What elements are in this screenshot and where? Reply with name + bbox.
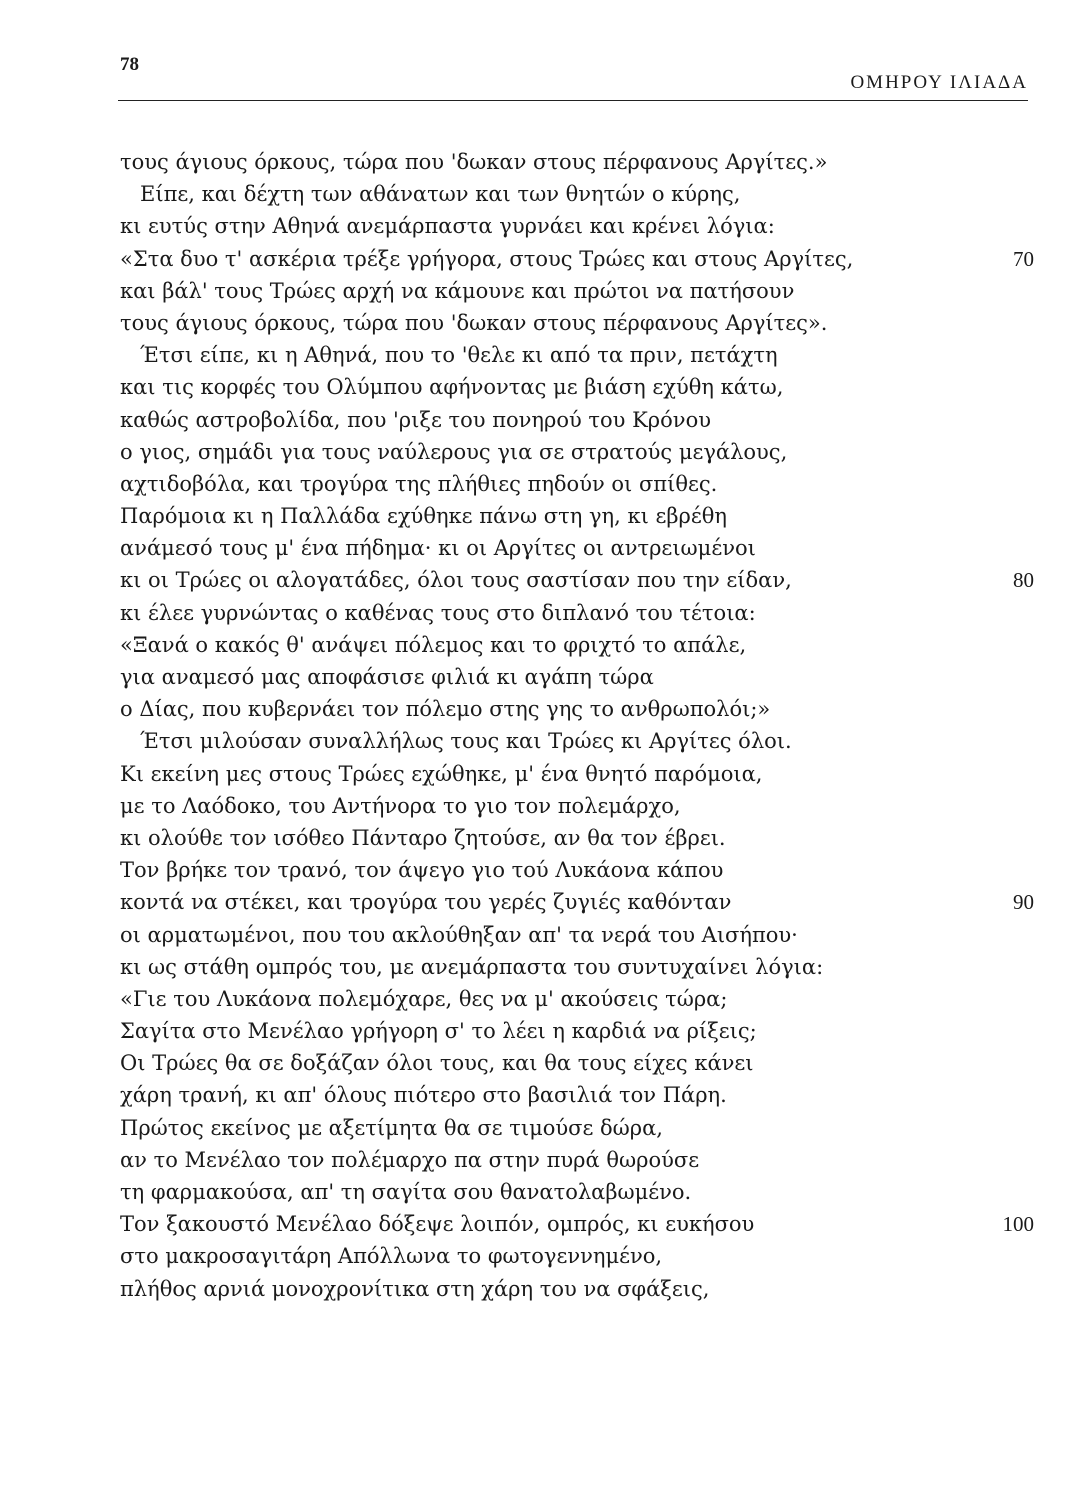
poem-line-text: Τον βρήκε τον τρανό, τον άψεγο γιο τού Λυκάονα κάπου [120, 858, 724, 883]
poem-line-text: κι ευτύς στην Αθηνά ανεμάρπαστα γυρνάει και κρένει λόγια: [120, 214, 775, 239]
poem-line [0, 1112, 1086, 1144]
poem-line [0, 307, 1086, 339]
poem-line-text: Έτσι είπε, κι η Αθηνά, που το 'θελε κι από τα πριν, πετάχτη [140, 343, 778, 368]
poem-line [0, 661, 1086, 693]
poem-line-text: κοντά να στέκει, και τρογύρα του γερές ζυγιές καθόνταν [120, 890, 732, 915]
line-number: 90 [1013, 890, 1034, 915]
poem-line [0, 1015, 1086, 1047]
poem-line-text: αχτιδοβόλα, και τρογύρα της πλήθιες πηδούν οι σπίθες. [120, 471, 718, 496]
poem-line [0, 1240, 1086, 1272]
poem-line [0, 275, 1086, 307]
poem-line-text: τους άγιους όρκους, τώρα που 'δωκαν στους πέρφανους Αργίτες». [120, 310, 828, 335]
poem-line [0, 886, 1086, 918]
poem-line [0, 1176, 1086, 1208]
header-rule [118, 100, 1028, 101]
line-number: 80 [1013, 568, 1034, 593]
poem-line-text: κι έλεε γυρνώντας ο καθένας τους στο διπλανό του τέτοια: [120, 600, 756, 625]
poem-line [0, 629, 1086, 661]
line-number: 100 [1002, 1212, 1034, 1237]
poem-line [0, 532, 1086, 564]
poem-line [0, 725, 1086, 757]
poem-line-text: «Στα δυο τ' ασκέρια τρέξε γρήγορα, στους Τρώες και στους Αργίτες, [120, 246, 854, 271]
poem-line [0, 1047, 1086, 1079]
poem-line [0, 1144, 1086, 1176]
line-number: 70 [1013, 246, 1034, 271]
poem-line [0, 468, 1086, 500]
poem-line-text: Σαγίτα στο Μενέλαο γρήγορη σ' το λέει η καρδιά να ρίξεις; [120, 1019, 757, 1044]
poem-line-text: αν το Μενέλαο τον πολέμαρχο πα στην πυρά θωρούσε [120, 1147, 700, 1172]
poem-line-text: «Ξανά ο κακός θ' ανάψει πόλεμος και το φριχτό το απάλε, [120, 632, 747, 657]
poem-line-text: τη φαρμακούσα, απ' τη σαγίτα σου θανατολαβωμένο. [120, 1180, 692, 1204]
poem-line [0, 500, 1086, 532]
page-number: 78 [120, 54, 139, 75]
poem-line-text: και βάλ' τους Τρώες αρχή να κάμουνε και πρώτοι να πατήσουν [120, 278, 795, 303]
poem-line-text: «Γιε του Λυκάονα πολεμόχαρε, θες να μ' ακούσεις τώρα; [120, 986, 728, 1011]
poem-line [0, 693, 1086, 725]
poem-line [0, 919, 1086, 951]
poem-line [0, 178, 1086, 210]
poem-line [0, 854, 1086, 886]
poem-line-text: και τις κορφές του Ολύμπου αφήνοντας με βιάση εχύθη κάτω, [120, 375, 784, 400]
poem-line [0, 1273, 1086, 1305]
poem-line [0, 210, 1086, 242]
poem-line [0, 983, 1086, 1015]
poem-line [0, 1079, 1086, 1111]
poem-line-text: ο Δίας, που κυβερνάει τον πόλεμο στης γης το ανθρωπολόι;» [120, 697, 771, 722]
poem-line-text: οι αρματωμένοι, που του ακλούθηξαν απ' τα νερά του Αισήπου· [120, 922, 798, 947]
poem-line [0, 243, 1086, 275]
poem-line-text: ανάμεσό τους μ' ένα πήδημα· κι οι Αργίτες οι αντρειωμένοι [120, 536, 756, 561]
poem-line [0, 371, 1086, 403]
running-title: ΟΜΗΡΟΥ ΙΛΙΑΔΑ [850, 72, 1028, 93]
poem-line-text: καθώς αστροβολίδα, που 'ριξε του πονηρού του Κρόνου [120, 407, 711, 432]
poem-line-text: Πρώτος εκείνος με αξετίμητα θα σε τιμούσε δώρα, [120, 1115, 663, 1140]
poem-line-text: κι οι Τρώες οι αλογατάδες, όλοι τους σαστίσαν που την είδαν, [120, 568, 792, 593]
poem-line [0, 951, 1086, 983]
poem-line-text: τους άγιους όρκους, τώρα που 'δωκαν στους πέρφανους Αργίτες.» [120, 150, 828, 174]
poem-line [0, 1208, 1086, 1240]
poem-line-text: για αναμεσό μας αποφάσισε φιλιά κι αγάπη τώρα [120, 665, 654, 689]
poem-line [0, 564, 1086, 596]
poem-line-text: Έτσι μιλούσαν συναλλήλως τους και Τρώες κι Αργίτες όλοι. [140, 729, 792, 754]
poem-line-text: πλήθος αρνιά μονοχρονίτικα στη χάρη του να σφάξεις, [120, 1276, 710, 1301]
poem-line-text: Κι εκείνη μες στους Τρώες εχώθηκε, μ' ένα θνητό παρόμοια, [120, 761, 763, 786]
poem-line-text: κι ως στάθη ομπρός του, με ανεμάρπαστα του συντυχαίνει λόγια: [120, 954, 824, 979]
poem-line [0, 597, 1086, 629]
poem-line [0, 404, 1086, 436]
poem-line [0, 758, 1086, 790]
poem-body [0, 146, 1086, 1305]
poem-line-text: Τον ξακουστό Μενέλαο δόξεψε λοιπόν, ομπρός, κι ευκήσου [120, 1212, 755, 1237]
poem-line [0, 436, 1086, 468]
poem-line-text: Είπε, και δέχτη των αθάνατων και των θνητών ο κύρης, [140, 182, 741, 207]
poem-line [0, 146, 1086, 178]
poem-line-text: Οι Τρώες θα σε δοξάζαν όλοι τους, και θα τους είχες κάνει [120, 1051, 754, 1076]
poem-line-text: ο γιος, σημάδι για τους ναύλερους για σε στρατούς μεγάλους, [120, 439, 788, 464]
poem-line-text: χάρη τρανή, κι απ' όλους πιότερο στο βασιλιά τον Πάρη. [120, 1083, 727, 1108]
poem-line [0, 790, 1086, 822]
poem-line-text: Παρόμοια κι η Παλλάδα εχύθηκε πάνω στη γη, κι εβρέθη [120, 504, 727, 529]
poem-line [0, 339, 1086, 371]
poem-line-text: με το Λαόδοκο, του Αντήνορα το γιο τον πολεμάρχο, [120, 793, 681, 818]
poem-line [0, 822, 1086, 854]
poem-line-text: στο μακροσαγιτάρη Απόλλωνα το φωτογεννημένο, [120, 1244, 663, 1269]
poem-line-text: κι ολούθε τον ισόθεο Πάνταρο ζητούσε, αν θα τον έβρει. [120, 825, 726, 850]
